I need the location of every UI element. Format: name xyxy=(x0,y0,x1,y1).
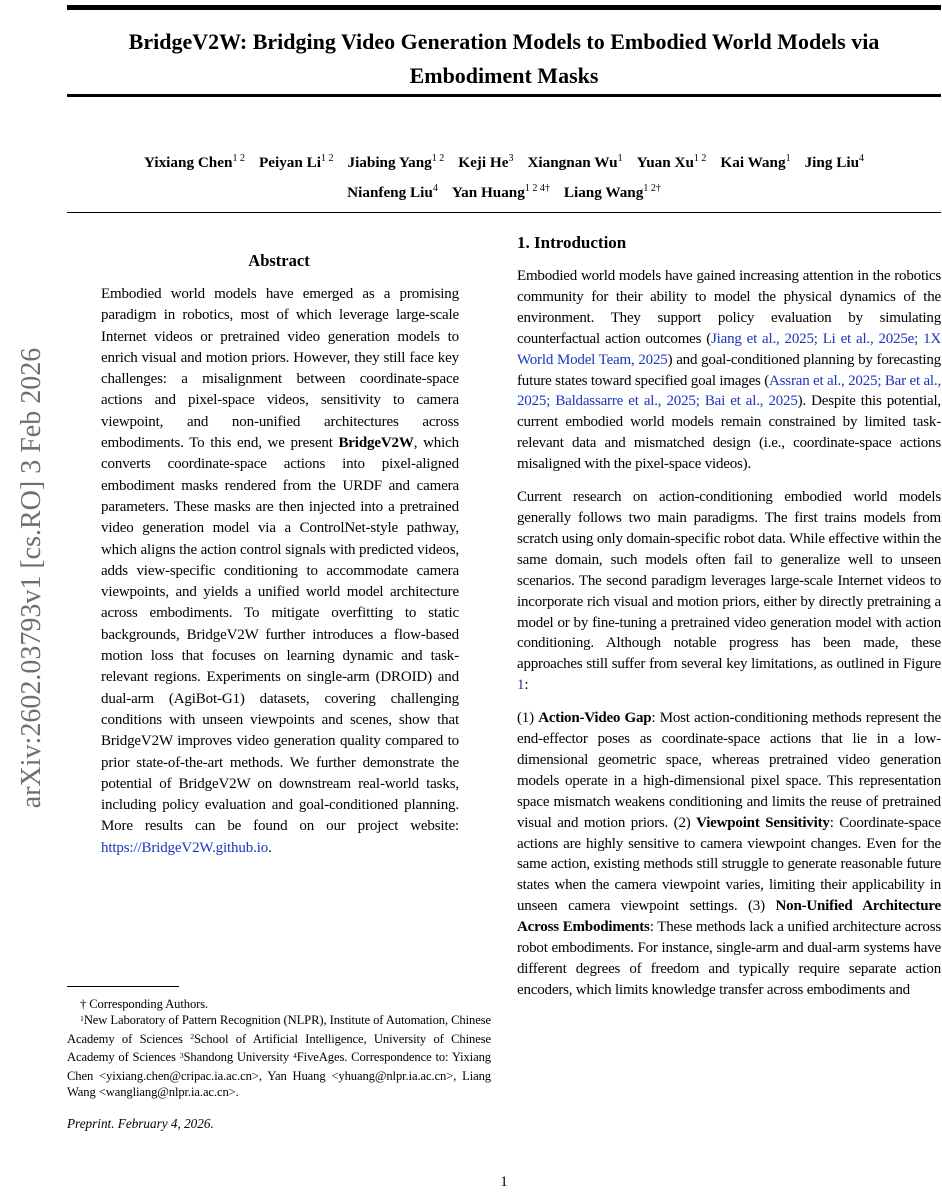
author: Keji He$^3$ xyxy=(458,153,514,172)
footnote-corresponding: † Corresponding Authors. xyxy=(80,997,209,1011)
intro-paragraph-2: Current research on action-conditioning embodied world models generally follows two main paradigms. The first trains models from scratch using only domain-specific robot data. While effective within the same domain, such models often fail to generalize well to unseen scenarios. The second paradigm leverages large-scale Internet videos to incorporate rich visual and motion priors, either by directly pretraining a model or by fine-tuning a pretrained video generation model with action conditioning. Although notable progress has been made, these approaches still suffer from several key limitations, as outlined in Figure 1: xyxy=(517,489,941,694)
abstract-heading: Abstract xyxy=(248,251,310,270)
page-number: 1 xyxy=(500,1174,508,1190)
author: Yuan $Xu^{1 2}$ xyxy=(636,153,707,172)
paper-title xyxy=(67,25,941,93)
footnote-rule xyxy=(67,986,179,987)
author: Peiyan $Li^{1 2}$ xyxy=(258,153,334,172)
preprint-note: Preprint. February 4, 2026. xyxy=(67,1116,214,1132)
author-rule xyxy=(67,212,941,213)
inline-link[interactable]: 1 xyxy=(517,677,525,694)
arxiv-watermark: arXiv:2602.03793v1 [cs.RO] 3 Feb 2026 xyxy=(16,347,47,809)
author: Jiabing Yang$^{1 2}$ xyxy=(347,153,445,172)
author: Xiangnan Wu$^1$ xyxy=(527,153,623,172)
paper-title-line1: BridgeV2W: Bridging Video Generation Models to Embodied World Models via xyxy=(128,29,880,54)
inline-link[interactable]: https://BridgeV2W.github.io xyxy=(101,839,269,856)
author: Nianfeng Liu$^4$ xyxy=(347,183,438,202)
inline-link[interactable]: Jiang et al., 2025; Li et al., 2025e; 1X World Model Team, 2025 xyxy=(517,330,942,368)
left-column xyxy=(67,230,491,859)
two-column-body xyxy=(67,230,941,1001)
author-line-1 xyxy=(67,146,941,176)
author: Yixiang Chen$^{1 2}$ xyxy=(143,153,245,172)
author-line-2 xyxy=(67,176,941,206)
footnote-affiliations: $^1$New Laboratory of Pattern Recognition (NLPR), Institute of Automation, Chinese Academy of Sciences $^2$School of Artificial Intelligence, University of Chinese Academy of Sciences $^3$Shandong University $^4$FiveAges. Correspondence to: Yixiang Chen <yixiang.chen@cripac.ia.ac.cn>, Yan Huang <yhuang@nlpr.ia.ac.cn>, Liang Wang <wangliang@nlpr.ia.ac.cn>. xyxy=(67,1013,492,1100)
inline-link[interactable]: Assran et al., 2025; Bar et al., 2025; Baldassarre et al., 2025; Bai et al., 2025 xyxy=(517,372,941,410)
intro-paragraph-3: (1) Action-Video Gap: Most action-conditioning methods represent the end-effector poses as coordinate-space actions that lie in a low-dimensional geometric space, whereas pretrained video generation models operate in a high-dimensional pixel space. This representation space mismatch weakens conditioning and limits the reuse of pretrained visual and motion priors. (2) Viewpoint Sensitivity: Coordinate-space actions are highly sensitive to camera viewpoint changes. Even for the same action, existing methods still struggle to generate reasonable future states when the camera viewpoint varies, limiting their applicability in unseen camera viewpoint settings. (3) Non-Unified Architecture Across Embodiments: These methods lack a unified architecture across robot embodiments. For instance, single-arm and dual-arm systems have different degrees of freedom and typically require separate action encoders, which limits knowledge transfer across embodiments and xyxy=(517,710,941,998)
author: Jing Liu$^4$ xyxy=(804,153,865,172)
author: Yan Huang$^{1 2 4\dagger}$ xyxy=(451,183,550,202)
title-rule-top xyxy=(67,5,941,10)
author: Kai Wang$^1$ xyxy=(720,153,791,172)
section-heading-introduction: 1. Introduction xyxy=(517,233,627,252)
right-column xyxy=(517,230,941,1001)
author: Liang Wang$^{1 2\dagger}$ xyxy=(563,183,661,202)
paper-title-line2: Embodiment Masks xyxy=(409,63,599,88)
footnote-block xyxy=(67,986,491,1132)
author-block xyxy=(67,146,941,206)
title-rule-bottom xyxy=(67,94,941,97)
intro-paragraph-1: Embodied world models have gained increasing attention in the robotics community for their ability to model the physical dynamics of the environment. They support policy evaluation by simulating counterfactual action outcomes (Jiang et al., 2025; Li et al., 2025e; 1X World Model Team, 2025) and goal-conditioned planning by forecasting future states toward specified goal images (Assran et al., 2025; Bar et al., 2025; Baldassarre et al., 2025; Bai et al., 2025). Despite this potential, current embodied world models remain constrained by limited task-relevant data and mismatched design (i.e., coordinate-space actions misaligned with the pixel-space videos). xyxy=(517,268,942,473)
abstract-paragraph: Embodied world models have emerged as a promising paradigm in robotics, most of which leverage large-scale Internet videos or pretrained video generation models to enrich visual and motion priors. However, they still face key challenges: a misalignment between coordinate-space actions and pixel-space videos, sensitivity to camera viewpoint, and non-unified architectures across embodiments. To this end, we present BridgeV2W, which converts coordinate-space actions into pixel-aligned embodiment masks rendered from the URDF and camera parameters. These masks are then injected into a pretrained video generation model via a ControlNet-style pathway, which aligns the action control signals with predicted videos, adds view-specific conditioning to accommodate camera viewpoints, and yields a unified world model architecture across embodiments. To mitigate overfitting to static backgrounds, BridgeV2W further introduces a flow-based motion loss that focuses on learning dynamic and task-relevant regions. Experiments on single-arm (DROID) and dual-arm (AgiBot-G1) datasets, covering challenging conditions with unseen viewpoints and scenes, show that BridgeV2W improves video generation quality compared to prior state-of-the-art methods. We further demonstrate the potential of BridgeV2W on downstream real-world tasks, including policy evaluation and goal-conditioned planning. More results can be found on our project website: https://BridgeV2W.github.io. xyxy=(101,286,459,856)
